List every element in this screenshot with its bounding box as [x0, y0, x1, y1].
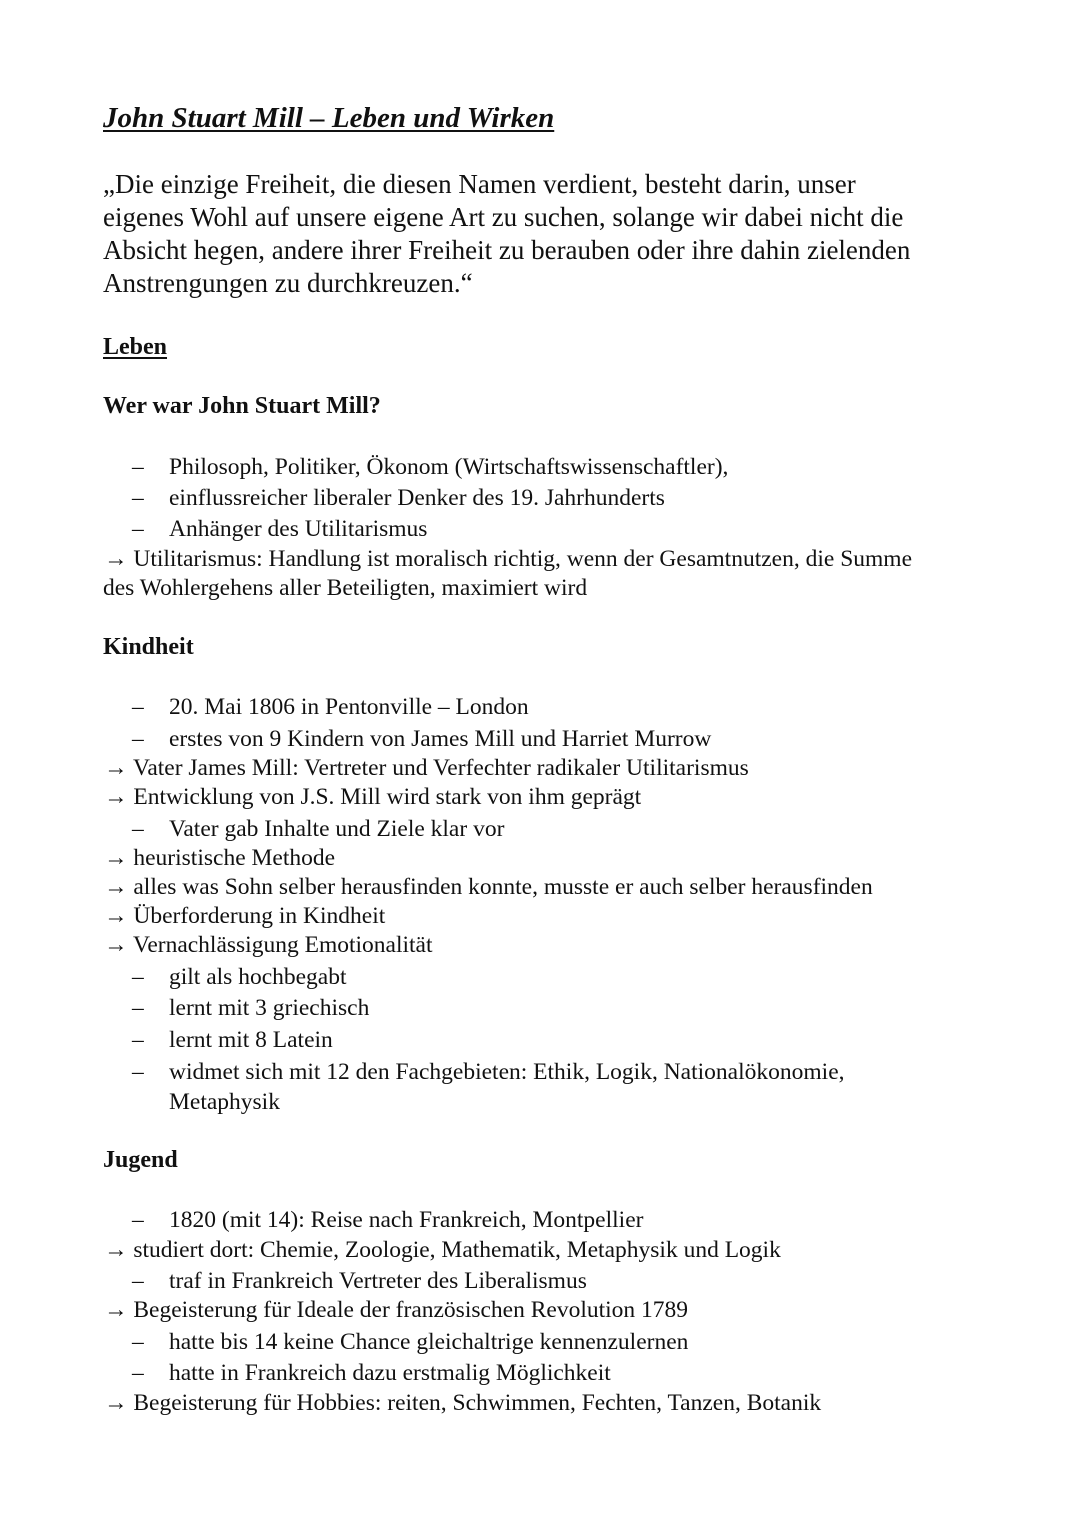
quote-line: eigenes Wohl auf unsere eigene Art zu suchen, solange wir dabei nicht die [103, 202, 904, 232]
subheading-kindheit: Kindheit [103, 634, 194, 660]
bullet-text-continuation: Metaphysik [169, 1089, 280, 1115]
bullet-text: 1820 (mit 14): Reise nach Frankreich, Montpellier [169, 1207, 644, 1233]
bullet-text: erstes von 9 Kindern von James Mill und Harriet Murrow [169, 726, 712, 752]
bullet-text: 20. Mai 1806 in Pentonville – London [169, 694, 529, 720]
bullet-text: traf in Frankreich Vertreter des Liberalismus [169, 1268, 587, 1294]
arrow-line: → Überforderung in Kindheit [104, 903, 386, 929]
bullet-dash: – [132, 1329, 144, 1355]
quote-line: Anstrengungen zu durchkreuzen.“ [103, 268, 473, 298]
bullet-text: hatte bis 14 keine Chance gleichaltrige kennenzulernen [169, 1329, 689, 1355]
arrow-line: → Begeisterung für Hobbies: reiten, Schwimmen, Fechten, Tanzen, Botanik [104, 1390, 822, 1416]
bullet-text: gilt als hochbegabt [169, 964, 347, 990]
bullet-dash: – [132, 1207, 144, 1233]
section-heading-leben: Leben [103, 334, 168, 360]
bullet-dash: – [132, 1268, 144, 1294]
quote-line: Absicht hegen, andere ihrer Freiheit zu berauben oder ihre dahin zielenden [103, 235, 911, 265]
arrow-line: → studiert dort: Chemie, Zoologie, Mathematik, Metaphysik und Logik [104, 1237, 781, 1263]
bullet-text: lernt mit 8 Latein [169, 1027, 333, 1053]
bullet-dash: – [132, 1059, 144, 1085]
bullet-dash: – [132, 454, 144, 480]
arrow-line: → Vernachlässigung Emotionalität [104, 932, 433, 958]
bullet-dash: – [132, 694, 144, 720]
bullet-dash: – [132, 1360, 144, 1386]
bullet-dash: – [132, 516, 144, 542]
arrow-line: → Entwicklung von J.S. Mill wird stark von ihm geprägt [104, 784, 642, 810]
subheading-wer: Wer war John Stuart Mill? [103, 393, 381, 419]
bullet-dash: – [132, 964, 144, 990]
bullet-dash: – [132, 1027, 144, 1053]
bullet-text: Vater gab Inhalte und Ziele klar vor [169, 816, 505, 842]
bullet-dash: – [132, 995, 144, 1021]
subheading-jugend: Jugend [103, 1147, 178, 1173]
quote [103, 168, 983, 300]
arrow-line-continuation: des Wohlergehens aller Beteiligten, maximiert wird [103, 575, 588, 601]
arrow-line: → alles was Sohn selber herausfinden konnte, musste er auch selber herausfinden [104, 874, 873, 900]
bullet-dash: – [132, 726, 144, 752]
bullet-text: hatte in Frankreich dazu erstmalig Möglichkeit [169, 1360, 611, 1386]
bullet-text: Philosoph, Politiker, Ökonom (Wirtschaftswissenschaftler), [169, 454, 729, 480]
arrow-line: → Utilitarismus: Handlung ist moralisch richtig, wenn der Gesamtnutzen, die Summe [104, 546, 912, 572]
bullet-text: widmet sich mit 12 den Fachgebieten: Ethik, Logik, Nationalökonomie, [169, 1059, 845, 1085]
bullet-text: Anhänger des Utilitarismus [169, 516, 428, 542]
document-title: John Stuart Mill – Leben und Wirken [103, 102, 555, 134]
bullet-dash: – [132, 816, 144, 842]
arrow-line: → heuristische Methode [104, 845, 336, 871]
bullet-text: einflussreicher liberaler Denker des 19. Jahrhunderts [169, 485, 665, 511]
arrow-line: → Vater James Mill: Vertreter und Verfechter radikaler Utilitarismus [104, 755, 749, 781]
bullet-dash: – [132, 485, 144, 511]
arrow-line: → Begeisterung für Ideale der französischen Revolution 1789 [104, 1297, 689, 1323]
quote-line: „Die einzige Freiheit, die diesen Namen verdient, besteht darin, unser [103, 169, 856, 199]
bullet-text: lernt mit 3 griechisch [169, 995, 370, 1021]
